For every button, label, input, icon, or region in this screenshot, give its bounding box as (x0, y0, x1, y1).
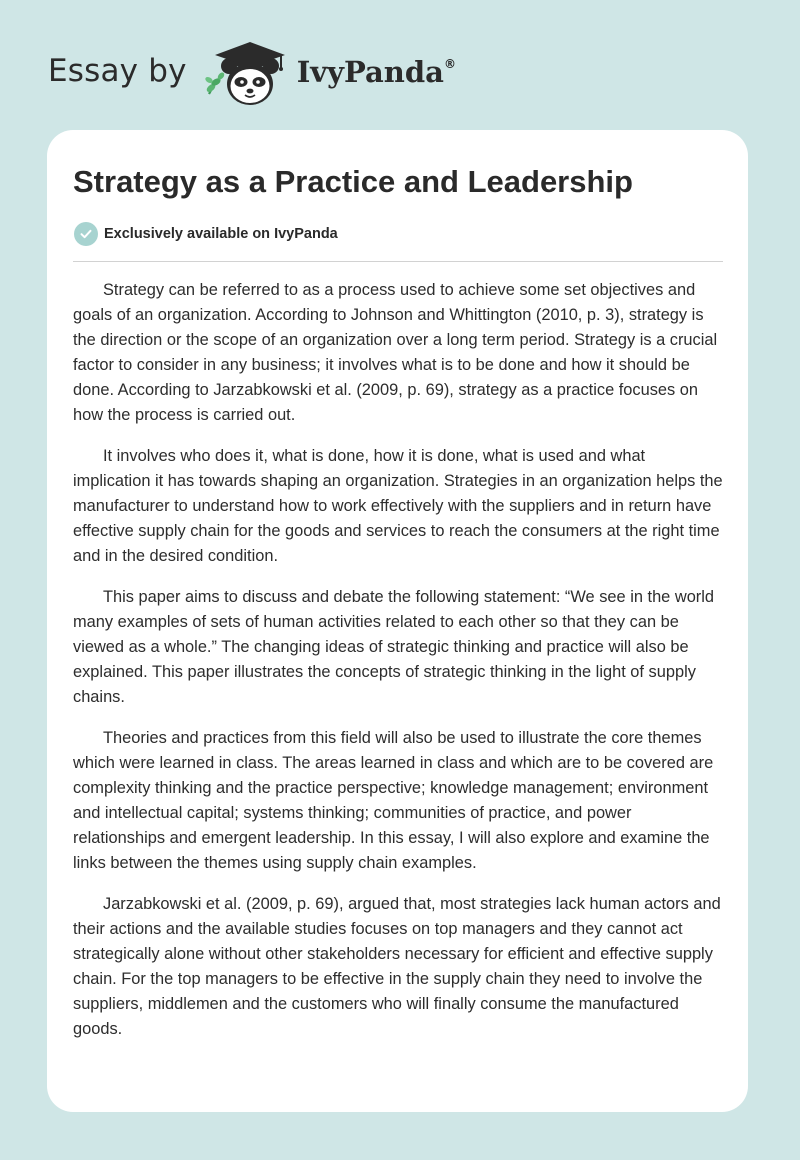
divider (73, 261, 723, 262)
paragraph: Theories and practices from this field will also be used to illustrate the core themes which were learned in class. The areas learned in class and which are to be covered are complexity thinking and the practice perspective; knowledge management; environment and intellectual capital; systems thinking; communities of practice, and power relationships and emergent leadership. In this essay, I will also explore and examine the links between the themes using supply chain examples. (73, 729, 714, 872)
paragraph: It involves who does it, what is done, how it is done, what is used and what implication it has towards shaping an organization. Strategies in an organization helps the manufacturer to understand how to work effectively with the suppliers and in return have effective supply chain for the goods and services to reach the consumers at the right time and in the desired condition. (73, 447, 723, 565)
brand-name (297, 55, 456, 89)
paragraph: This paper aims to discuss and debate the following statement: “We see in the world many examples of sets of human activities related to each other so that they can be viewed as a whole.” The changing ideas of strategic thinking and practice will also be explained. This paper illustrates the concepts of strategic thinking in the light of supply chains. (73, 588, 715, 706)
badge-label: Exclusively available on IvyPanda (104, 226, 338, 242)
exclusive-badge (74, 222, 338, 246)
brand-header (48, 38, 456, 110)
essay-body (73, 278, 725, 1058)
check-circle-icon (74, 222, 98, 246)
essay-card (47, 130, 748, 1112)
page-title: Strategy as a Practice and Leadership (73, 164, 633, 199)
panda-graduate-icon (201, 38, 293, 110)
brand-name-text: IvyPanda (296, 55, 444, 89)
paragraph: Strategy can be referred to as a process used to achieve some set objectives and goals of an organization. According to Johnson and Whittington (2010, p. 3), strategy is the direction or the scope of an organization over a long term period. Strategy is a crucial factor to consider in any business; it involves what is to be done and how it should be done. According to Jarzabkowski et al. (2009, p. 69), strategy as a practice focuses on how the process is carried out. (73, 281, 718, 424)
brand-prefix: Essay by (48, 53, 187, 89)
registered-mark: ® (443, 57, 456, 71)
paragraph: Jarzabkowski et al. (2009, p. 69), argued that, most strategies lack human actors and their actions and the available studies focuses on top managers and they cannot act strategically alone without other stakeholders necessary for efficient and effective supply chain. For the top managers to be effective in the supply chain they need to involve the suppliers, middlemen and the customers who will finally consume the manufactured goods. (73, 895, 721, 1038)
